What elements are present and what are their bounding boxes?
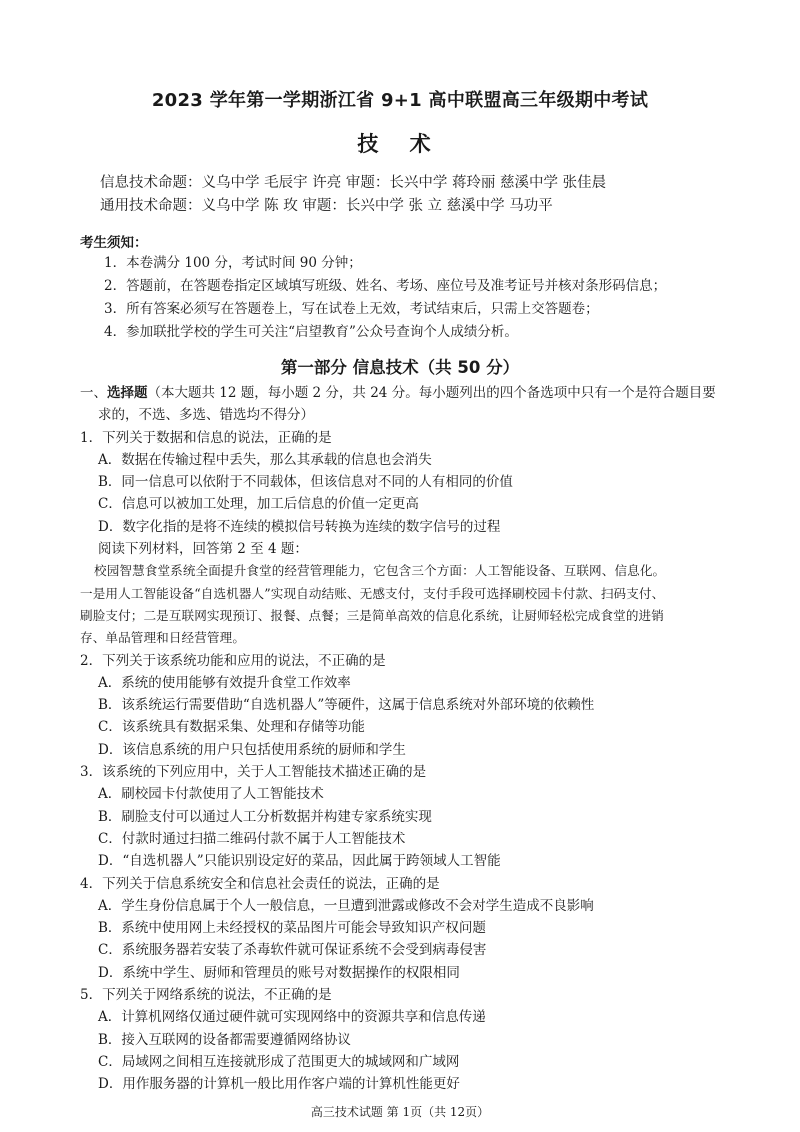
notice-heading: 考生须知： [80, 235, 148, 251]
section-heading [80, 382, 740, 404]
question-stem: 3．该系统的下列应用中，关于人工智能技术描述正确的是 [80, 764, 427, 781]
option-b: B．系统中使用网上未经授权的菜品图片可能会导致知识产权问题 [98, 920, 486, 937]
material-text: 刷脸支付；二是互联网实现预订、报餐、点餐；三是简单高效的信息化系统，让厨师轻松完成食堂的进销 [80, 607, 664, 623]
review-names: 张佳晨 [562, 175, 607, 191]
review-school: 长兴中学 [345, 198, 404, 214]
page-footer: 高三技术试题 第 1页（共 12页） [310, 1105, 490, 1119]
option-d: D．数字化指的是将不连续的模拟信号转换为连续的数字信号的过程 [98, 518, 501, 535]
option-d: D．系统中学生、厨师和管理员的账号对数据操作的权限相同 [98, 964, 460, 981]
notice-item: 1．本卷满分 100 分，考试时间 90 分钟； [104, 255, 362, 271]
option-c: C．该系统具有数据采集、处理和存储等功能 [98, 719, 365, 736]
option-c: C．信息可以被加工处理，加工后信息的价值一定更高 [98, 496, 419, 513]
option-b: B．接入互联网的设备都需要遵循网络协议 [98, 1031, 351, 1048]
exam-title: 2023 学年第一学期浙江省 9+1 高中联盟高三年级期中考试 [151, 90, 649, 111]
notice-list [104, 252, 744, 344]
option-a: A．学生身份信息属于个人一般信息，一旦遭到泄露或修改不会对学生造成不良影响 [98, 897, 594, 914]
option-a: A．刷校园卡付款使用了人工智能技术 [98, 786, 324, 803]
review-names: 蒋玲丽 [451, 175, 496, 191]
author-row-info [100, 172, 740, 195]
material-text: 一是用人工智能设备“自选机器人”实现自动结账、无感支付，支付手段可选择刷校园卡付款、扫码支付、 [80, 585, 665, 601]
author-school: 义乌中学 [201, 198, 260, 214]
option-c: C．付款时通过扫描二维码付款不属于人工智能技术 [98, 830, 406, 847]
review-school: 长兴中学 [389, 175, 448, 191]
author-row-general [100, 195, 740, 218]
review-school: 慈溪中学 [500, 175, 559, 191]
review-label: 审题： [302, 198, 346, 214]
review-school: 慈溪中学 [446, 198, 505, 214]
material-text: 校园智慧食堂系统全面提升食堂的经营管理能力，它包含三个方面：人工智能设备、互联网、信息化。 [94, 563, 666, 579]
part-title: 第一部分 信息技术（共 50 分） [280, 358, 520, 377]
review-names: 马功平 [509, 198, 553, 214]
option-c: C．系统服务器若安装了杀毒软件就可保证系统不会受到病毒侵害 [98, 942, 487, 959]
option-d: D．该信息系统的用户只包括使用系统的厨师和学生 [98, 741, 406, 758]
material-text: 存、单品管理和日经营管理。 [80, 630, 246, 646]
author-names: 毛辰宇 许亮 [264, 175, 342, 191]
option-c: C．局域网之间相互连接就形成了范围更大的城域网和广域网 [98, 1053, 460, 1070]
option-d: D．“自选机器人”只能识别设定好的菜品，因此属于跨领域人工智能 [98, 853, 501, 870]
option-a: A．数据在传输过程中丢失，那么其承载的信息也会消失 [98, 451, 432, 468]
notice-item: 4．参加联批学校的学生可关注“启望教育”公众号查询个人成绩分析。 [104, 324, 518, 340]
section-prefix: 一、 [80, 385, 107, 401]
option-b: B．该系统运行需要借助“自选机器人”等硬件，这属于信息系统对外部环境的依赖性 [98, 697, 595, 714]
author-names: 陈 玫 [264, 198, 298, 214]
notice-item: 3．所有答案必须写在答题卷上，写在试卷上无效，考试结束后，只需上交答题卷； [104, 301, 599, 317]
section-desc-cont: 求的，不选、多选、错选均不得分） [98, 407, 314, 424]
question-stem: 1．下列关于数据和信息的说法，正确的是 [80, 429, 332, 446]
material-intro: 阅读下列材料，回答第 2 至 4 题： [98, 541, 308, 558]
questions [80, 382, 740, 1096]
author-school: 义乌中学 [201, 175, 260, 191]
section-desc: （本大题共 12 题，每小题 2 分，共 24 分。每小题列出的四个备选项中只有一个是符合题目要 [147, 385, 716, 401]
question-stem: 2．下列关于该系统功能和应用的说法，不正确的是 [80, 652, 386, 669]
option-b: B．刷脸支付可以通过人工分析数据并构建专家系统实现 [98, 808, 432, 825]
option-b: B．同一信息可以依附于不同载体，但该信息对不同的人有相同的价值 [98, 474, 513, 491]
author-credits [100, 172, 740, 218]
subject-title: 技 术 [357, 132, 443, 156]
question-stem: 5．下列关于网络系统的说法，不正确的是 [80, 987, 332, 1004]
author-role: 通用技术命题： [100, 198, 202, 214]
question-stem: 4．下列关于信息系统安全和信息社会责任的说法，正确的是 [80, 875, 440, 892]
option-d: D．用作服务器的计算机一般比用作客户端的计算机性能更好 [98, 1076, 460, 1093]
section-label: 选择题 [107, 385, 148, 401]
review-label: 审题： [345, 175, 390, 191]
review-names: 张 立 [408, 198, 443, 214]
option-a: A．系统的使用能够有效提升食堂工作效率 [98, 674, 351, 691]
option-a: A．计算机网络仅通过硬件就可实现网络中的资源共享和信息传递 [98, 1009, 486, 1026]
notice-item: 2．答题前，在答题卷指定区域填写班级、姓名、考场、座位号及准考证号并核对条形码信息； [104, 278, 667, 294]
author-role: 信息技术命题： [100, 175, 202, 191]
